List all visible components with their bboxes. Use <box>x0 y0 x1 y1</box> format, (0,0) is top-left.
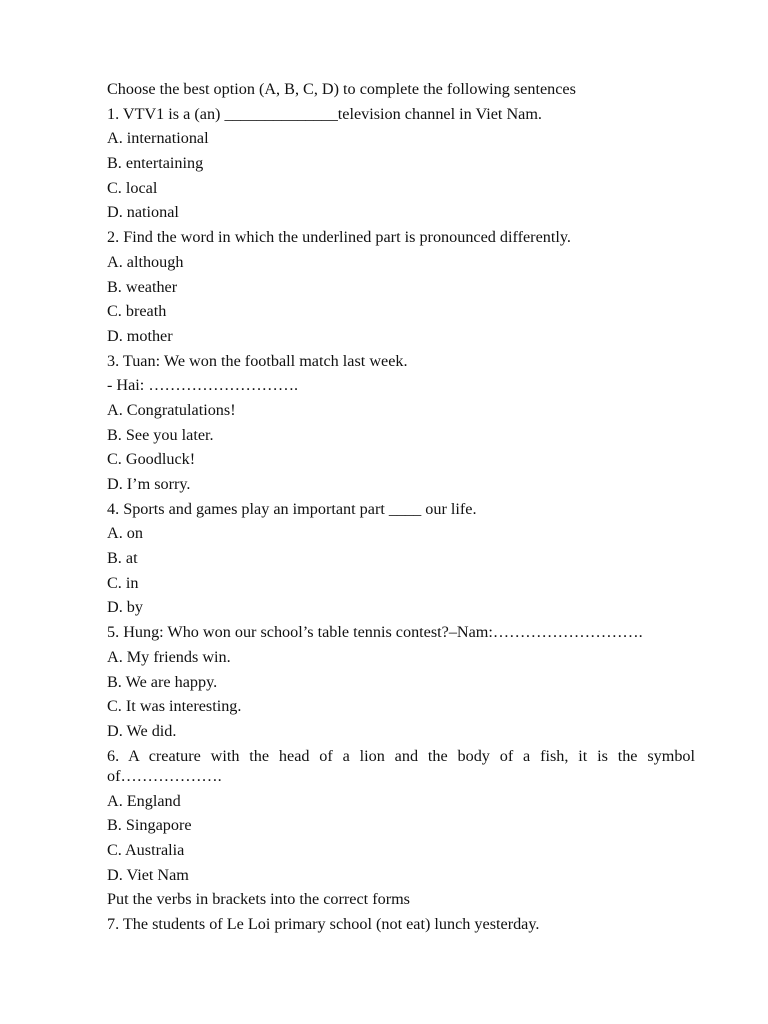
question-6-option-c: C. Australia <box>107 840 185 859</box>
question-1-option-c: C. local <box>107 178 158 197</box>
question-7-stem: 7. The students of Le Loi primary school (not eat) lunch yesterday. <box>107 915 540 933</box>
instruction-heading: Choose the best option (A, B, C, D) to complete the following sentences <box>107 80 576 98</box>
question-5-option-b: B. We are happy. <box>107 672 218 691</box>
question-2-option-c: C. breath <box>107 302 167 321</box>
question-3-reply: - Hai: ………………………. <box>107 376 299 395</box>
question-5-stem: 5. Hung: Who won our school’s table tennis contest?–Nam:………………………. <box>107 623 643 642</box>
question-1-option-d: D. national <box>107 203 179 222</box>
question-4-option-d: D. by <box>107 598 143 617</box>
document-body <box>107 77 695 937</box>
question-6-option-d: D. Viet Nam <box>107 865 189 884</box>
question-2-option-a: A. although <box>107 252 184 271</box>
instruction-verb-forms: Put the verbs in brackets into the correct forms <box>107 890 410 909</box>
question-6-option-a: A. England <box>107 791 181 810</box>
question-3-option-b: B. See you later. <box>107 425 214 444</box>
question-1-option-a: A. international <box>107 129 209 148</box>
question-3-option-d: D. I’m sorry. <box>107 475 191 493</box>
question-4-option-b: B. at <box>107 549 138 568</box>
question-6-stem: 6. A creature with the head of a lion and the body of a fish, it is the symbol of………………. <box>107 746 695 786</box>
question-5-option-c: C. It was interesting. <box>107 697 242 716</box>
question-5-option-a: A. My friends win. <box>107 647 231 666</box>
question-4-stem: 4. Sports and games play an important part ____ our life. <box>107 499 477 518</box>
question-1-stem: 1. VTV1 is a (an) ______________television channel in Viet Nam. <box>107 104 542 123</box>
question-5-option-d: D. We did. <box>107 721 177 740</box>
question-2-option-d: D. mother <box>107 326 173 345</box>
question-1-option-b: B. entertaining <box>107 154 204 173</box>
question-4-option-c: C. in <box>107 573 139 592</box>
question-3-option-a: A. Congratulations! <box>107 400 236 419</box>
question-2-option-b: B. weather <box>107 277 178 296</box>
question-2-stem: 2. Find the word in which the underlined part is pronounced differently. <box>107 228 571 247</box>
question-4-option-a: A. on <box>107 524 143 543</box>
question-6-option-b: B. Singapore <box>107 816 192 835</box>
question-3-option-c: C. Goodluck! <box>107 450 196 469</box>
question-3-stem: 3. Tuan: We won the football match last week. <box>107 351 408 370</box>
